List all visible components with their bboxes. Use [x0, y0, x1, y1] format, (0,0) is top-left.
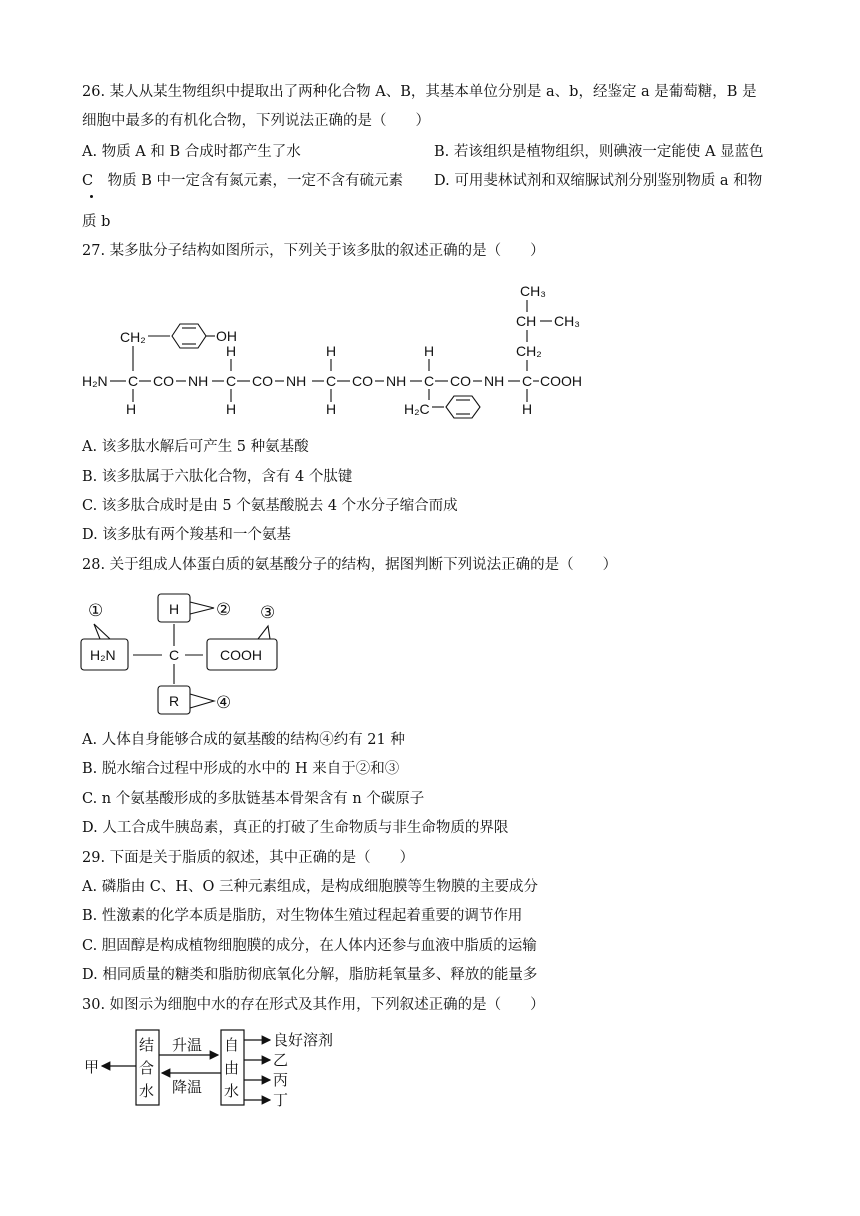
label-1: ① — [88, 601, 104, 621]
q26-stem-line1: 26. 某人从某生物组织中提取出了两种化合物 A、B，其基本单位分别是 a、b，经鉴定 a 是葡萄糖，B 是 — [82, 84, 757, 100]
q27-option-d: D. 该多肽有两个羧基和一个氨基 — [82, 527, 291, 543]
q28-option-d: D. 人工合成牛胰岛素，真正的打破了生命物质与非生命物质的界限 — [82, 820, 509, 836]
q29-option-c: C. 胆固醇是构成植物细胞膜的成分，在人体内还参与血液中脂质的运输 — [82, 938, 537, 954]
alpha-carbon-1: C — [128, 373, 139, 389]
q29-stem: 29. 下面是关于脂质的叙述，其中正确的是（ ） — [82, 850, 415, 866]
box-r-group: R — [169, 693, 180, 709]
h-5-below: H — [522, 401, 533, 417]
q29-option-d: D. 相同质量的糖类和脂肪彻底氧化分解，脂肪耗氧量多、释放的能量多 — [82, 967, 538, 983]
label-good-solvent: 良好溶剂 — [273, 1032, 334, 1049]
bound-water-char-3: 水 — [139, 1083, 155, 1100]
c-terminal: COOH — [540, 373, 582, 389]
q27-option-b: B. 该多肽属于六肽化合物，含有 4 个肽键 — [82, 469, 353, 485]
ch2-leu: CH₂ — [516, 343, 542, 359]
box-amino-group: H₂N — [90, 647, 116, 663]
q26-option-a: A. 物质 A 和 B 合成时都产生了水 — [82, 144, 301, 160]
amide-4: NH — [484, 373, 505, 389]
q28-stem: 28. 关于组成人体蛋白质的氨基酸分子的结构，据图判断下列说法正确的是（ ） — [82, 557, 618, 573]
h-1-below: H — [126, 401, 137, 417]
polypeptide-structure-diagram — [80, 276, 610, 422]
h2c-phe: H₂C — [404, 401, 430, 417]
bound-water-char-1: 结 — [139, 1037, 155, 1054]
amide-2: NH — [286, 373, 307, 389]
free-water-char-3: 水 — [224, 1083, 240, 1100]
q26-stem-line2: 细胞中最多的有机化合物，下列说法正确的是（ ） — [82, 113, 430, 129]
box-carboxyl-group: COOH — [220, 647, 262, 663]
amide-3: NH — [386, 373, 407, 389]
q27-option-c: C. 该多肽合成时是由 5 个氨基酸脱去 4 个水分子缩合而成 — [82, 498, 458, 514]
q26-option-c: C 物质 B 中一定含有氮元素，一定不含有硫元素 — [82, 173, 403, 189]
box-hydrogen: H — [169, 601, 180, 617]
label-ding: 丁 — [273, 1092, 289, 1109]
q26-option-c-dot — [90, 195, 93, 198]
carbonyl-3: CO — [352, 373, 373, 389]
label-3: ③ — [260, 603, 276, 623]
q28-option-c: C. n 个氨基酸形成的多肽链基本骨架含有 n 个碳原子 — [82, 791, 425, 807]
q27-stem: 27. 某多肽分子结构如图所示，下列关于该多肽的叙述正确的是（ ） — [82, 243, 545, 259]
h-2-above: H — [226, 343, 237, 359]
free-water-char-2: 由 — [224, 1060, 240, 1077]
alpha-carbon-3: C — [326, 373, 337, 389]
carbonyl-4: CO — [450, 373, 471, 389]
q28-option-a: A. 人体自身能够合成的氨基酸的结构④约有 21 种 — [82, 732, 405, 748]
ch3-top: CH₃ — [520, 283, 546, 299]
q30-stem: 30. 如图示为细胞中水的存在形式及其作用，下列叙述正确的是（ ） — [82, 997, 545, 1013]
bound-water-char-2: 合 — [139, 1060, 155, 1077]
alpha-carbon-2: C — [226, 373, 237, 389]
label-bing: 丙 — [273, 1072, 289, 1089]
alpha-carbon-4: C — [424, 373, 435, 389]
h-4-above: H — [424, 343, 435, 359]
q29-option-b: B. 性激素的化学本质是脂肪，对生物体生殖过程起着重要的调节作用 — [82, 908, 523, 924]
label-yi: 乙 — [273, 1052, 289, 1069]
label-4: ④ — [216, 693, 232, 713]
amino-acid-structure-diagram — [80, 588, 310, 722]
q29-option-a: A. 磷脂由 C、H、O 三种元素组成，是构成细胞膜等生物膜的主要成分 — [82, 879, 539, 895]
water-forms-diagram — [82, 1024, 372, 1110]
ch3-right: CH₃ — [554, 313, 580, 329]
carbonyl-1: CO — [153, 373, 174, 389]
h-3-above: H — [326, 343, 337, 359]
q27-option-a: A. 该多肽水解后可产生 5 种氨基酸 — [82, 439, 309, 455]
ch2-tyr: CH₂ — [120, 329, 146, 345]
h-2-below: H — [226, 401, 237, 417]
label-2: ② — [216, 600, 232, 620]
label-heat: 升温 — [172, 1037, 203, 1054]
q26-option-d: D. 可用斐林试剂和双缩脲试剂分别鉴别物质 a 和物 — [434, 173, 763, 189]
label-cool: 降温 — [172, 1079, 203, 1096]
free-water-char-1: 自 — [224, 1037, 240, 1054]
central-carbon: C — [169, 647, 180, 663]
ch-leu: CH — [516, 313, 537, 329]
carbonyl-2: CO — [252, 373, 273, 389]
n-terminal: H₂N — [82, 373, 108, 389]
h-3-below: H — [326, 401, 337, 417]
q26-option-b: B. 若该组织是植物组织，则碘液一定能使 A 显蓝色 — [434, 144, 764, 160]
q26-option-d-cont: 质 b — [82, 214, 111, 230]
hydroxyl: OH — [216, 328, 237, 344]
q28-option-b: B. 脱水缩合过程中形成的水中的 H 来自于②和③ — [82, 761, 400, 777]
alpha-carbon-5: C — [522, 373, 533, 389]
label-jia: 甲 — [84, 1059, 100, 1076]
amide-1: NH — [188, 373, 209, 389]
